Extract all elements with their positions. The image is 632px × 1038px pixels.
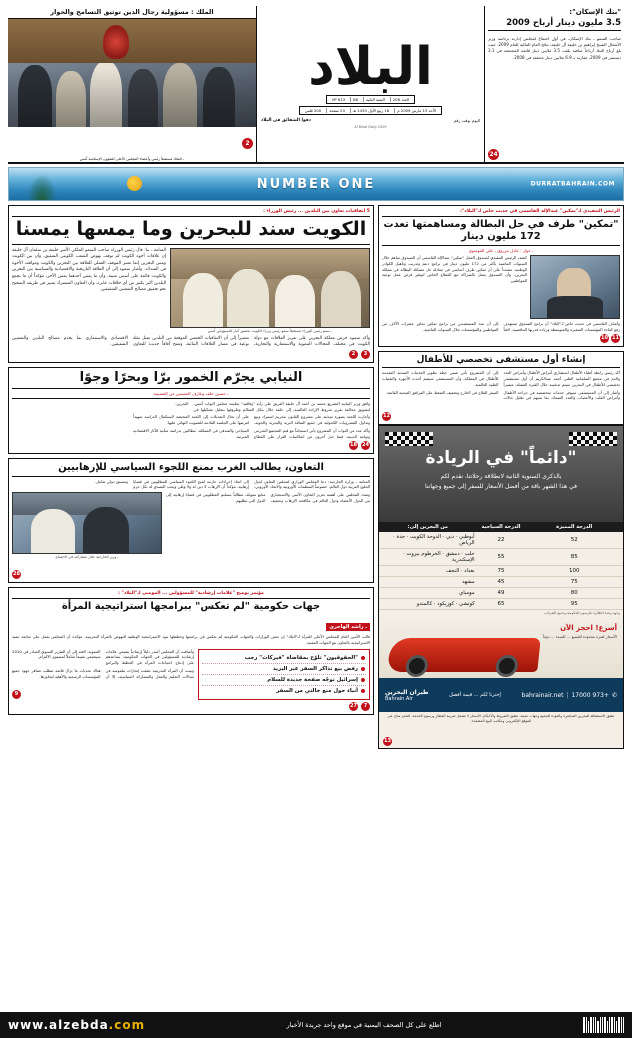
main-content xyxy=(8,205,624,749)
hospital-headline: إنشاء أول مستشفى تخصصي للأطفال xyxy=(416,354,586,365)
footer-site-link[interactable] xyxy=(8,1018,145,1032)
liquor-body: وافق وزير النيابية التشريع محمد بن أحمد آل خليفة الفريق على رأيه "وفاقية" بجلسة مجلس النواب أمس، لتشويق مخالفة تقرير شروط الإرادة العالمية، إلى حلقة خلال يتكل المعالم وظروفها بتعليل تشكيلها في البحرين. xyxy=(175,400,370,412)
cell-destination: مومباي xyxy=(379,588,477,599)
issue-info-6: 24 صفحة xyxy=(326,108,347,113)
news-bullets-list xyxy=(198,649,370,700)
masthead-king-story xyxy=(8,6,257,162)
issue-info-4: الأحد 15 مارس 2009 م xyxy=(394,108,438,113)
women-body-2: وأضافت أن المجلس أصدر دليلاً إرشادياً يتضمن علامات إرشادية للمسؤولين في الجهات الحكومية، يساعدهم على إدماج احتياجات المرأة في الخطط والبرامج التنموية، لافتة إلى أن التقرير السنوي الصادر في 2010 سيتضمن تقييماً شاملاً لمستوى الالتزام. xyxy=(12,648,194,666)
housing-bank-kicker: "بنك الإسكان": xyxy=(569,8,621,16)
divider xyxy=(12,476,370,477)
lead-body-2: وأكد سموه حرص مملكة البحرين على تعزيز العلاقات مع دولة الكويت في مختلف المجالات التنموية والاستثمارية والتجارية، مشيراً إلى أن الاتفاقيات الخمس الموقعة بين البلدين تمثل نقلة نوعية في مسار العلاقات الثنائية، وتفتح آفاقاً جديدة للتعاون الاقتصادي والاستثماري بما يخدم مصالح البلدين والشعبين الشقيقين. xyxy=(12,335,370,348)
ad-fares-table xyxy=(379,522,623,610)
paper-slogan-left: اليوم بوقت رقم xyxy=(453,118,480,124)
cell-premium: 85 xyxy=(525,549,623,566)
masthead-left-story xyxy=(484,6,624,162)
checker-flag-icon xyxy=(569,432,617,446)
ad-cta[interactable]: أسرع! احجز الآن xyxy=(560,624,617,633)
terror-photo-caption: ـ وزير الخارجية خلال مشاركته في الاجتماع xyxy=(55,555,119,560)
women-kicker: مؤتمر توضح "علامات إرشادية" للمسؤولين ... الموصى لـ"البلاد" : xyxy=(118,591,264,597)
footer-site-domain: .com xyxy=(108,1018,146,1032)
footer-watermark-bar xyxy=(0,1012,632,1038)
list-item[interactable] xyxy=(202,653,366,664)
issue-info-1: السنة الثانية xyxy=(363,97,387,102)
bullet-label: أنباء حول منع خالتي من السفر xyxy=(276,687,358,694)
checker-flag-icon xyxy=(385,432,433,446)
interview-portrait xyxy=(530,255,620,319)
col-economy: الدرجة السياحية xyxy=(477,522,526,532)
housing-bank-headline: 3.5 مليون دينار أرباح 2009 xyxy=(506,18,621,29)
interview-kicker: الرئيس التنفيذي لـ"تمكين" عبدالإله القاسمي في حديث خاص لـ"البلاد": xyxy=(460,209,620,214)
banner-ad-durrat-bahrain[interactable] xyxy=(8,167,624,201)
ad-subtitle-2: في هذا الشهر باقة من أفضل الأسعار للسفر إلى جميع وجهاتنا xyxy=(425,483,577,491)
page-badge[interactable]: 9 xyxy=(12,690,21,699)
banner-url: DURRATBAHRAIN.COM xyxy=(530,180,615,188)
interview-headline: "تمكين" طرف في حل البطالة ومساهمتها تعدت 172 مليون دينار xyxy=(383,219,619,242)
divider xyxy=(12,216,370,217)
issue-info-7: 200 فلس xyxy=(304,108,322,114)
bullet-label: إسرائيل توجّه صفحة جديدة للسلام xyxy=(267,676,358,683)
banner-text: NUMBER ONE xyxy=(256,176,376,192)
page-badge[interactable]: 2 xyxy=(349,350,358,359)
issue-info-3: Nº 613 xyxy=(332,97,346,103)
ad-phone[interactable]: +973 17000 xyxy=(571,691,609,699)
terror-body: المنامة ـ وزارة الخارجية: دعا المجلس الوزاري لمجلس التعاون لدول الخليج العربية دول العالم، خصوصاً المنظمات الأوروبية والاتحاد الأوروبي، إلى اتخاذ إجراءات حازمة لمنح اللجوء السياسي للمطلوبين في قضايا إرهابية، مؤكداً أن الإرهاب لا دين له ولا وطن ويجب التصدي له بكل حزم وتنسيق دولي شامل. xyxy=(94,478,370,490)
bullet-dot-icon xyxy=(361,667,365,671)
issue-info-0: العدد 206 xyxy=(390,97,411,102)
divider xyxy=(12,598,370,599)
cell-destination: حلب · دمشق · الخرطوم بيروت · الإسكندرية xyxy=(379,549,477,566)
interview-body: كشف الرئيس التنفيذي لصندوق العمل "تمكين" عبدالإله القاسمي أن الصندوق ساهم خلال السنوات الماضية بأكثر من 172 مليون دينار في برامج دعم وتدريب وتأهيل الكوادر الوطنية، مشدداً على أن تمكين طرف أساسي في معادلة حل مشكلة البطالة في مملكة البحرين، وأن الصندوق يعمل بالشراكة مع القطاع الخاص لتوفير فرص عمل نوعية للمواطنين. xyxy=(382,255,527,284)
cell-premium: 52 xyxy=(525,532,623,549)
page-badge[interactable]: 10 xyxy=(601,334,608,341)
hospital-body-2: وأشار إلى أن المستشفى سيوفر خدمات متخصصة في جراحة الأطفال وأمراض القلب والأعصاب والغدد الصماء، بما يسهم في تقليل حالات السفر للعلاج في الخارج وتخفيف الضغط على المرافق الصحية القائمة. xyxy=(385,389,620,401)
liquor-body-2: وأجازت اللجنة بصورة مبدئية على مشروع القانون بتجريم استيراد وبيع وتداول المشروبات الكحولية في جميع المنافذ البرية والبحرية والجوية، على أن تحال التعديلات إلى اللجنة المختصة لاستكمال الدراسة تمهيداً لعرضها على الجلسة القادمة للتصويت النهائي عليها. xyxy=(133,414,370,426)
table-header-row xyxy=(379,522,623,532)
divider xyxy=(382,216,620,217)
king-photo xyxy=(8,19,256,127)
issue-info-2: 88 xyxy=(350,97,360,102)
page-badge[interactable]: 12 xyxy=(383,413,390,420)
women-headline: جهات حكومية "لم تعكس" ببرامجها استراتيجية المرأة xyxy=(61,601,321,613)
barcode xyxy=(583,1017,624,1033)
table-row xyxy=(379,588,623,599)
page-badge[interactable]: 3 xyxy=(361,350,370,359)
table-row xyxy=(379,549,623,566)
palm-icon xyxy=(27,174,57,200)
col-premium: الدرجة المميزة xyxy=(525,522,623,532)
right-column xyxy=(378,205,624,749)
page-badge[interactable]: 28 xyxy=(13,571,20,578)
women-body: قالت الأمين العام للمجلس الأعلى للمرأة لـ"البلاد" إن بعض الوزارات والجهات الحكومية لم تعكس في برامجها وخططها بنود الاستراتيجية الوطنية للنهوض بالمرأة البحرينية، مؤكدة أن المجلس يعمل على متابعة تنفيذ الاستراتيجية بالتعاون مع الجهات المعنية. xyxy=(12,634,370,645)
interview-byline: ـ حوار : عادل مرزوق ـ علي الموسوي xyxy=(468,248,534,253)
ad-website[interactable]: bahrainair.net xyxy=(521,691,564,699)
table-row xyxy=(379,599,623,610)
lead-article xyxy=(8,205,374,363)
lead-photo xyxy=(170,248,370,328)
ad-disclaimer: تطبق الاستضافة للبحرين المباشرة والعودة للجميع وجهات معينة. تطبق الشروط والأحكام. الأسعار لا تشمل ضريبة المطار ورسوم الخدمة. الحجز متاح عبر الموقع الإلكتروني ومكاتب البيع المعتمدة. xyxy=(387,714,615,724)
sun-icon xyxy=(127,176,142,191)
women-article xyxy=(8,587,374,715)
bullet-dot-icon xyxy=(361,678,365,682)
cell-economy: 49 xyxy=(477,588,526,599)
king-photo-caption: ـ الملك مستقبلاً رئيس وأعضاء المجلس الأعلى للشؤون الإسلامية أمس xyxy=(8,156,256,162)
bullet-label: رفض بيع تذاكر السفر عبر البريد xyxy=(272,665,358,672)
divider xyxy=(12,398,370,399)
terror-headline: التعاون، يطالب الغرب بمنع اللجوء السياسي للإرهابيين xyxy=(58,461,324,473)
housing-bank-body: صاحب السمو ـ بنك الإسكان، في أول اجتماع لمجلس إدارته برئاسة وزير الأشغال الشيخ إبراهيم بن خليفة آل خليفة، نتائج العام المالية للعام 2009. حيث بلغ أرباح البنك أرباحاً صافية بلغت 3.5 ملايين دينار قائمة المجتمعة في 3.1 ديسمبر في 2009، مقارنة بـ 6.9 ملايين دينار محققة في 2008. xyxy=(488,36,622,60)
table-row xyxy=(379,532,623,549)
page-badge[interactable]: 11 xyxy=(612,334,619,341)
ad-header xyxy=(379,426,623,522)
cell-destination: أبوظبي · دبي · الدوحة الكويت · جدة · الرياض xyxy=(379,532,477,549)
page-badge[interactable]: 7 xyxy=(361,702,370,711)
hospital-article xyxy=(378,351,624,426)
list-item[interactable] xyxy=(202,664,366,675)
interview-article xyxy=(378,205,624,347)
lead-body: المنامة ـ بنا: قال رئيس الوزراء صاحب السمو الملكي الأمير خليفة بن سلمان آل خليفة إن علاقات أخوة الكويت لم توقف نهوض الشعب الكويتي الشقيق، وأن بين الكويت ومس البحرين إنما تعتبر الموقف العملي للعلاقة بين البحرين والكويت ومواقف الأخوة في الشدائد. وأشار سموه إلى أن العلاقة التاريخية والاقتصادية والسياسية بين البحرين والكويت قائمة على أسس متينة، وأن ما يمس أحدهما يمس الآخر، مؤكداً أن ما يجمع البلدين أكبر بكثير من أي خلافات عابرة، وأن التعاون المشترك يسير في طريقه الصحيح نحو تحقيق مصالح الشعبين الشقيقين. xyxy=(12,247,166,293)
ad-table-note: وجهة وعدة الطائرة بالرسوم الحكومية وجميع الضرائب xyxy=(544,611,620,616)
race-car-icon xyxy=(387,638,541,672)
divider xyxy=(12,388,370,389)
lead-photo-caption: ـ سمو رئيس الوزراء مستقبلاً سمو رئيس وزراء الكويت بحضور كبار المسؤولين أمس xyxy=(207,328,333,333)
ad-footer-note: إخترنا لكم ... قيمة أفضل xyxy=(449,692,501,699)
cell-economy: 22 xyxy=(477,532,526,549)
logo-wrap xyxy=(308,36,433,97)
cell-destination: بغداد · النجف xyxy=(379,566,477,577)
king-headline: الملك : مسؤولية رجال الدين توثيق التسامح والحوار xyxy=(8,6,256,19)
cell-premium: 100 xyxy=(525,566,623,577)
cell-premium: 80 xyxy=(525,588,623,599)
divider xyxy=(382,367,620,368)
divider xyxy=(12,244,370,245)
col-destination: من البحرين إلى: xyxy=(379,522,477,532)
liquor-body-3: وأكد عدد من النواب أن المشروع يأتي انسجاماً مع قيم المجتمع البحريني وثوابته الدينية، فيما حذر آخرون من انعكاسات القرار على القطاع السياحي والفندقي في المملكة، مطالبين بدراسة متأنية للآثار الاقتصادية المترتبة. xyxy=(133,427,370,439)
cell-economy: 65 xyxy=(477,599,526,610)
issue-date-bar xyxy=(299,106,442,115)
divider xyxy=(488,30,621,31)
ad-brand-en: Bahrain Air xyxy=(385,695,413,702)
lead-kicker: 5 اتفاقيات تعاون بين البلدين ... رئيس الوزراء : xyxy=(263,209,370,214)
table-row xyxy=(379,566,623,577)
page-badge[interactable]: 27 xyxy=(350,702,357,709)
page-badge[interactable]: 18 xyxy=(350,441,357,448)
page-badge[interactable]: 24 xyxy=(489,151,498,158)
bullet-dot-icon xyxy=(361,656,365,660)
page-badge[interactable]: 24 xyxy=(362,441,369,448)
liquor-headline: النيابي يجرّم الخمور برّا وبحرًا وجوًا xyxy=(79,369,303,385)
table-row xyxy=(379,577,623,588)
page-badge[interactable]: 13 xyxy=(384,738,391,745)
footer-site-name: www.alzebda xyxy=(8,1018,109,1032)
liquor-article xyxy=(8,367,374,454)
divider xyxy=(382,245,620,246)
page-badge[interactable]: 2 xyxy=(242,138,253,149)
issue-info-5: 18 ربيع الأول 1430 هـ xyxy=(350,108,391,113)
footer-text: اطلع على كل الصحف اليمنية في موقع واحد جريدة الأخبار xyxy=(286,1021,442,1029)
left-column xyxy=(8,205,374,749)
cell-destination: كوتشي · كوزيكود · كالمندو xyxy=(379,599,477,610)
list-item[interactable] xyxy=(202,675,366,686)
hospital-body: أكد رئيس رابطة أطباء الأطفال استشاري أمراض الأطفال وأمراض الغدد والدم في مجمع السلمانية الطبي أحمد عبدالكريم أن أول مستشفى تخصصي للأطفال في البحرين سيتم تدشينه خلال الفترة المقبلة، مشيراً إلى أن المشروع يأتي ضمن خطة تطوير الخدمات الصحية المقدمة للأطفال في المملكة، وأن المستشفى سيضم أحدث الأجهزة والتقنيات الطبية العالمية. xyxy=(382,370,620,387)
cell-economy: 55 xyxy=(477,549,526,566)
terror-photo xyxy=(12,492,162,554)
women-body-3: وبينت أن المرأة البحرينية حققت إنجازات ملموسة في مجالات التعليم والعمل والمشاركة السياسية، إلا أن هناك تحديات ما تزال قائمة تتطلب تضافر جهود جميع المؤسسات الرسمية والأهلية لتجاوزها. xyxy=(12,668,194,679)
masthead xyxy=(8,6,624,164)
ad-subtitle-1: بالذكرى السنوية الثانية لانطلاقة رحلاتنا، نقدم لكم xyxy=(440,473,562,481)
lead-headline: الكويت سند للبحرين وما يمسها يمسنا xyxy=(15,218,367,240)
terror-body-2: وشدد المجلس على أهمية تعزيز التعاون الأمني والاستخباري بين الدول الأعضاء ودول العالم في مكافحة الإرهاب وتجفيف منابع تمويله، مطالباً بتسليم المطلوبين في قضايا إرهابية إلى الدول التي تطلبهم. xyxy=(166,492,370,503)
bahrain-air-ad[interactable] xyxy=(378,425,624,749)
ad-footer: ✆ +973 17000 | bahrainair.net إخترنا لكم ... قيمة أفضل طيران البحرين Bahrain Air xyxy=(379,678,623,712)
terror-article xyxy=(8,458,374,584)
women-byline: ـ راشد الهاجري xyxy=(326,623,370,631)
paper-latin-name: Al Bilad Daily 2009 xyxy=(354,125,387,130)
liquor-byline: ـ حسين خلف وعارف الحسيني من القضيبية xyxy=(153,390,229,396)
cell-premium: 95 xyxy=(525,599,623,610)
cell-premium: 75 xyxy=(525,577,623,588)
ad-title: "دائماً" في الريادة xyxy=(425,448,577,469)
ad-cta-sub: الأسعار لفترة محدودة للجميع ... للجيدة ... دوماً xyxy=(542,634,617,640)
ad-car-illustration xyxy=(379,616,623,678)
masthead-logo-area xyxy=(257,6,484,162)
list-item[interactable] xyxy=(202,686,366,696)
bullet-dot-icon xyxy=(361,689,365,693)
ad-brand-ar: طيران البحرين xyxy=(385,688,429,696)
paper-tagline: دقوا الشقائق في البلاد xyxy=(261,118,311,124)
paper-logo: البلاد xyxy=(308,36,433,97)
cell-economy: 45 xyxy=(477,577,526,588)
phone-icon: ✆ xyxy=(611,691,617,699)
cell-economy: 75 xyxy=(477,566,526,577)
interview-body-2: وأضاف القاسمي في حديث خاص لـ"البلاد" أن برامج الصندوق تستهدف رفع كفاءة المؤسسات الصغيرة والمتوسطة وزيادة قدرتها التنافسية، لافتاً إلى أن عدد المستفيدين من برامج تمكين تجاوز عشرات الآلاف من المواطنين والمؤسسات خلال السنوات الماضية. xyxy=(382,321,620,332)
bullet-label: "الحقوقيون" تلوّح بمقاضاة "فيركات" رجب xyxy=(244,654,358,661)
cell-destination: مشهد xyxy=(379,577,477,588)
